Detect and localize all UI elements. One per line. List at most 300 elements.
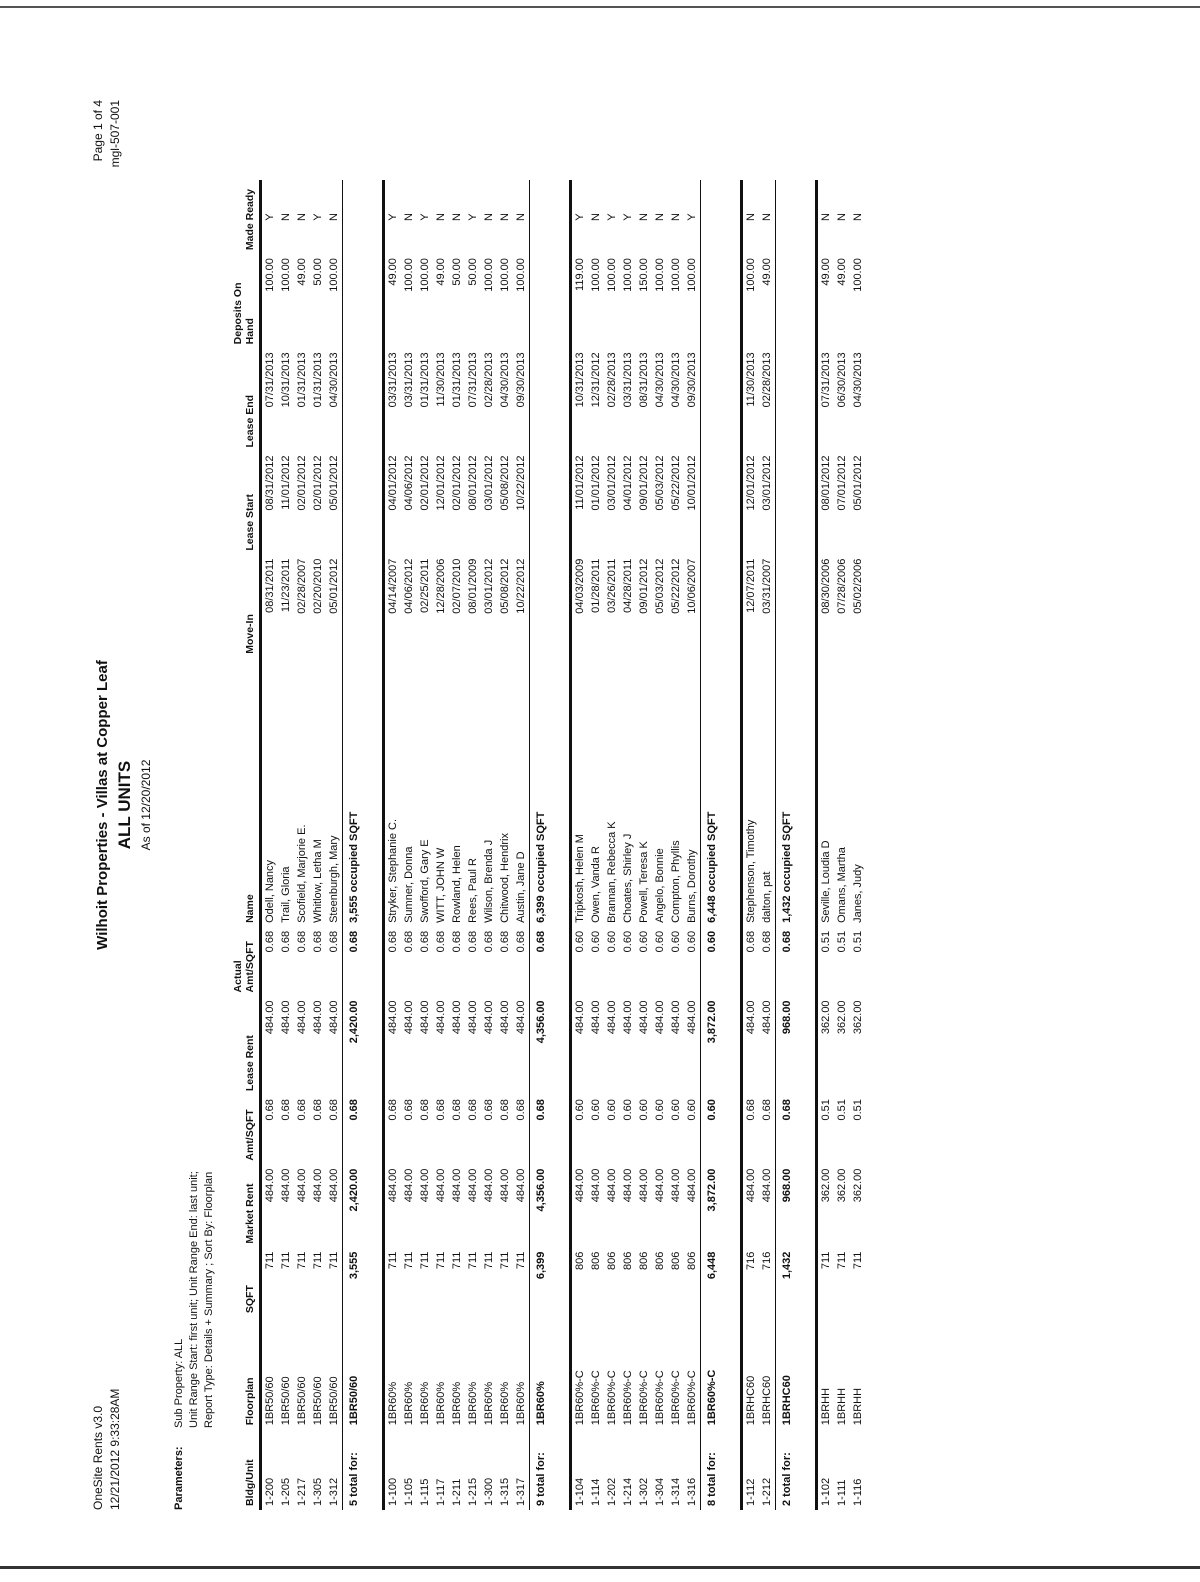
cell-sqft: 711 [852, 1251, 864, 1270]
cell-sqft: 711 [499, 1251, 511, 1270]
cell-deposits: 100.00 [499, 258, 511, 292]
cell-amt-sqft: 0.68 [451, 1099, 463, 1121]
cell-lease-end: 09/30/2013 [515, 352, 527, 408]
col-move-in: Move-In [230, 555, 261, 658]
cell-lease-end: 04/30/2013 [328, 352, 340, 408]
cell-actual-amt-sqft: 0.60 [574, 930, 586, 953]
cell-unit: 1-105 [403, 1477, 415, 1506]
cell-lease-end: 01/31/2013 [312, 352, 324, 408]
cell-actual-amt-sqft: 0.60 [686, 930, 698, 953]
total-amt-sqft: 0.60 [701, 1095, 721, 1165]
separator-cell [720, 180, 742, 1510]
table-row [294, 180, 310, 1510]
cell-made-ready: Y [312, 213, 324, 221]
cell-deposits: 119.00 [574, 258, 586, 291]
table-row [433, 180, 449, 1510]
separator-cell [549, 180, 571, 1510]
cell-move-in: 08/01/2009 [467, 558, 479, 614]
cell-market-rent: 484.00 [761, 1168, 773, 1203]
cell-made-ready: N [280, 213, 292, 222]
cell-market-rent: 484.00 [312, 1168, 324, 1203]
table-row [481, 180, 497, 1510]
table-row [513, 180, 530, 1510]
cell-name: Rowland, Helen [451, 845, 463, 923]
cell-market-rent: 484.00 [296, 1168, 308, 1203]
cell-market-rent: 484.00 [590, 1168, 602, 1203]
cell-market-rent: 484.00 [328, 1168, 340, 1203]
cell-move-in: 05/02/2006 [852, 558, 864, 614]
total-occupied-sqft: 3,555 occupied SQFT [343, 658, 363, 927]
group-separator [795, 180, 817, 1510]
cell-market-rent: 484.00 [574, 1168, 586, 1203]
cell-name: Choates, Shirley J [622, 833, 634, 923]
cell-amt-sqft: 0.68 [467, 1099, 479, 1121]
cell-market-rent: 484.00 [670, 1168, 682, 1203]
table-row [652, 180, 668, 1510]
cell-unit: 1-111 [836, 1479, 848, 1506]
cell-unit: 1-214 [622, 1477, 634, 1506]
total-label: 5 total for: [343, 1429, 363, 1510]
cell-floorplan: 1BR50/60 [312, 1376, 324, 1426]
cell-deposits: 100.00 [403, 258, 415, 292]
cell-amt-sqft: 0.68 [745, 1099, 757, 1121]
total-lease-rent: 968.00 [776, 996, 796, 1095]
cell-amt-sqft: 0.60 [670, 1099, 682, 1121]
cell-lease-start: 02/01/2012 [419, 455, 431, 511]
cell-name: Janes, Judy [852, 864, 864, 923]
total-empty-cell [343, 348, 363, 451]
cell-lease-rent: 484.00 [499, 1000, 511, 1035]
cell-unit: 1-200 [264, 1477, 276, 1506]
cell-made-ready: N [761, 213, 773, 222]
cell-unit: 1-211 [451, 1478, 463, 1506]
cell-lease-rent: 484.00 [403, 1000, 415, 1035]
group-total-row [530, 180, 550, 1510]
cell-lease-end: 07/31/2013 [467, 352, 479, 408]
cell-made-ready: N [403, 213, 415, 222]
cell-deposits: 49.00 [296, 258, 308, 286]
cell-actual-amt-sqft: 0.68 [483, 930, 495, 953]
total-lease-rent: 3,872.00 [701, 996, 721, 1095]
total-empty-cell [776, 348, 796, 451]
total-sqft: 6,399 [530, 1248, 550, 1318]
table-row [571, 180, 589, 1510]
cell-unit: 1-102 [820, 1477, 832, 1506]
cell-unit: 1-112 [745, 1478, 757, 1506]
cell-market-rent: 484.00 [451, 1168, 463, 1203]
cell-sqft: 806 [590, 1251, 602, 1270]
cell-amt-sqft: 0.60 [606, 1099, 618, 1121]
cell-name: Sumner, Donna [403, 846, 415, 923]
cell-deposits: 100.00 [328, 258, 340, 292]
cell-market-rent: 484.00 [467, 1168, 479, 1203]
cell-move-in: 03/26/2011 [606, 558, 618, 613]
cell-lease-rent: 484.00 [638, 1000, 650, 1035]
cell-lease-rent: 484.00 [296, 1000, 308, 1035]
cell-unit: 1-215 [467, 1477, 479, 1506]
cell-lease-rent: 484.00 [515, 1000, 527, 1035]
cell-actual-amt-sqft: 0.60 [590, 930, 602, 953]
cell-lease-start: 11/01/2012 [574, 455, 586, 510]
table-row [310, 180, 326, 1510]
cell-made-ready: N [515, 213, 527, 222]
cell-floorplan: 1BR60% [499, 1381, 511, 1426]
cell-market-rent: 484.00 [419, 1168, 431, 1203]
cell-lease-start: 04/01/2012 [622, 455, 634, 511]
total-empty-cell [530, 451, 550, 554]
units-table [230, 180, 874, 1510]
cell-deposits: 49.00 [435, 258, 447, 286]
cell-sqft: 716 [745, 1251, 757, 1270]
cell-lease-start: 12/01/2012 [435, 455, 447, 511]
total-empty-cell [530, 348, 550, 451]
cell-unit: 1-300 [483, 1477, 495, 1506]
cell-actual-amt-sqft: 0.68 [387, 930, 399, 953]
cell-floorplan: 1BRHH [852, 1387, 864, 1426]
total-floorplan: 1BR50/60 [343, 1317, 363, 1429]
cell-sqft: 806 [574, 1251, 586, 1270]
cell-lease-rent: 362.00 [852, 1000, 864, 1035]
total-actual-amt-sqft: 0.68 [530, 927, 550, 997]
col-lease-end: Lease End [230, 348, 261, 451]
total-market-rent: 968.00 [776, 1165, 796, 1248]
cell-amt-sqft: 0.60 [622, 1099, 634, 1121]
cell-lease-start: 02/01/2012 [296, 455, 308, 511]
report-code: mgl-507-001 [108, 100, 122, 168]
table-row [850, 180, 866, 1510]
cell-actual-amt-sqft: 0.68 [296, 930, 308, 953]
cell-sqft: 711 [403, 1251, 415, 1270]
cell-lease-rent: 484.00 [312, 1000, 324, 1035]
cell-lease-rent: 484.00 [328, 1000, 340, 1035]
cell-name: Compton, Phyllis [670, 840, 682, 923]
table-row [668, 180, 684, 1510]
cell-floorplan: 1BRHC60 [745, 1375, 757, 1426]
parameter-line: Report Type: Details + Summary ; Sort By: Floorplan [203, 1171, 215, 1428]
cell-lease-rent: 484.00 [686, 1000, 698, 1035]
cell-floorplan: 1BR60% [451, 1381, 463, 1426]
cell-made-ready: Y [606, 213, 618, 221]
cell-lease-end: 06/30/2013 [836, 352, 848, 408]
total-lease-rent: 2,420.00 [343, 996, 363, 1095]
col-lease-start: Lease Start [230, 451, 261, 554]
cell-actual-amt-sqft: 0.60 [670, 930, 682, 953]
cell-lease-end: 04/30/2013 [499, 352, 511, 408]
cell-actual-amt-sqft: 0.68 [435, 930, 447, 953]
cell-market-rent: 484.00 [483, 1168, 495, 1203]
table-row [604, 180, 620, 1510]
cell-deposits: 100.00 [745, 258, 757, 292]
report-header-center [94, 90, 153, 1520]
cell-lease-rent: 484.00 [761, 1000, 773, 1035]
cell-made-ready: N [296, 213, 308, 222]
table-row [401, 180, 417, 1510]
cell-move-in: 10/06/2007 [686, 558, 698, 614]
cell-lease-start: 08/31/2012 [264, 455, 276, 511]
cell-move-in: 03/01/2012 [483, 558, 495, 614]
cell-amt-sqft: 0.68 [328, 1099, 340, 1121]
cell-unit: 1-304 [654, 1477, 666, 1506]
cell-amt-sqft: 0.60 [590, 1099, 602, 1121]
total-empty-cell [343, 555, 363, 658]
cell-market-rent: 484.00 [435, 1168, 447, 1203]
cell-actual-amt-sqft: 0.68 [467, 930, 479, 953]
group-total-row [343, 180, 363, 1510]
cell-made-ready: N [745, 213, 757, 222]
scan-edge-top [0, 6, 1200, 8]
total-empty-cell [776, 180, 796, 254]
cell-amt-sqft: 0.68 [312, 1099, 324, 1121]
cell-lease-end: 07/31/2013 [820, 352, 832, 408]
cell-made-ready: Y [419, 213, 431, 221]
cell-lease-end: 09/30/2013 [686, 352, 698, 408]
cell-sqft: 711 [296, 1251, 308, 1270]
cell-floorplan: 1BR60% [419, 1381, 431, 1426]
group-separator [549, 180, 571, 1510]
cell-amt-sqft: 0.51 [836, 1099, 848, 1121]
cell-deposits: 100.00 [670, 258, 682, 292]
cell-name: Swofford, Gary E [419, 839, 431, 923]
cell-move-in: 04/28/2011 [622, 558, 634, 613]
cell-lease-start: 01/01/2012 [590, 455, 602, 511]
table-header [230, 180, 261, 1510]
cell-move-in: 01/28/2011 [590, 558, 602, 613]
cell-lease-start: 04/06/2012 [403, 455, 415, 511]
cell-sqft: 711 [312, 1251, 324, 1270]
table-row [759, 180, 776, 1510]
cell-made-ready: N [435, 213, 447, 222]
cell-sqft: 711 [328, 1251, 340, 1270]
cell-move-in: 04/14/2007 [387, 558, 399, 614]
cell-actual-amt-sqft: 0.60 [638, 930, 650, 953]
cell-lease-rent: 484.00 [483, 1000, 495, 1035]
cell-floorplan: 1BR60%-C [606, 1370, 618, 1426]
cell-lease-end: 04/30/2013 [654, 352, 666, 408]
cell-unit: 1-312 [328, 1477, 340, 1506]
cell-lease-rent: 484.00 [435, 1000, 447, 1035]
table-row [261, 180, 279, 1510]
cell-floorplan: 1BRHC60 [761, 1375, 773, 1426]
cell-sqft: 806 [622, 1251, 634, 1270]
cell-floorplan: 1BR50/60 [280, 1376, 292, 1426]
cell-made-ready: Y [264, 213, 276, 221]
cell-name: Whitlow, Letha M [312, 839, 324, 923]
cell-lease-rent: 484.00 [387, 1000, 399, 1035]
cell-move-in: 05/08/2012 [499, 558, 511, 614]
cell-deposits: 100.00 [622, 258, 634, 292]
total-occupied-sqft: 6,448 occupied SQFT [701, 658, 721, 927]
total-label: 9 total for: [530, 1429, 550, 1510]
cell-amt-sqft: 0.68 [515, 1099, 527, 1121]
cell-floorplan: 1BR50/60 [296, 1376, 308, 1426]
cell-move-in: 10/22/2012 [515, 558, 527, 614]
cell-unit: 1-114 [590, 1478, 602, 1506]
cell-unit: 1-100 [387, 1477, 399, 1506]
cell-actual-amt-sqft: 0.68 [499, 930, 511, 953]
cell-market-rent: 362.00 [820, 1168, 832, 1203]
cell-lease-start: 10/01/2012 [686, 455, 698, 511]
cell-move-in: 07/28/2006 [836, 558, 848, 614]
cell-actual-amt-sqft: 0.68 [280, 930, 292, 953]
col-deposits: Deposits On Hand [230, 254, 261, 348]
cell-sqft: 806 [654, 1251, 666, 1270]
cell-deposits: 100.00 [686, 258, 698, 292]
table-row [449, 180, 465, 1510]
cell-made-ready: Y [574, 213, 586, 221]
cell-lease-rent: 484.00 [451, 1000, 463, 1035]
total-empty-cell [343, 180, 363, 254]
col-market-rent: Market Rent [230, 1165, 261, 1248]
cell-lease-rent: 484.00 [467, 1000, 479, 1035]
cell-sqft: 711 [280, 1251, 292, 1270]
cell-lease-start: 03/01/2012 [483, 455, 495, 511]
cell-lease-end: 11/30/2013 [435, 352, 447, 407]
cell-lease-rent: 484.00 [264, 1000, 276, 1035]
cell-move-in: 03/31/2007 [761, 558, 773, 614]
cell-name: Stryker, Stephanie C. [387, 818, 399, 923]
cell-unit: 1-317 [515, 1477, 527, 1506]
table-row [465, 180, 481, 1510]
parameter-line: Unit Range Start: first unit; Unit Range End: last unit; [188, 1171, 200, 1428]
cell-sqft: 711 [467, 1251, 479, 1270]
cell-lease-start: 02/01/2012 [312, 455, 324, 511]
cell-deposits: 100.00 [419, 258, 431, 292]
table-row [684, 180, 701, 1510]
cell-lease-start: 03/01/2012 [606, 455, 618, 511]
cell-lease-end: 07/31/2013 [264, 352, 276, 408]
cell-lease-rent: 484.00 [654, 1000, 666, 1035]
parameters-label: Parameters: [173, 1446, 185, 1510]
cell-name: Austin, Jane D [515, 851, 527, 923]
group-separator [362, 180, 384, 1510]
cell-deposits: 49.00 [387, 258, 399, 286]
cell-name: Steenburgh, Mary [328, 835, 340, 923]
cell-sqft: 711 [820, 1251, 832, 1270]
cell-actual-amt-sqft: 0.51 [836, 930, 848, 953]
cell-made-ready: Y [387, 213, 399, 221]
total-actual-amt-sqft: 0.68 [343, 927, 363, 997]
cell-floorplan: 1BR60%-C [654, 1370, 666, 1426]
cell-lease-start: 07/01/2012 [836, 455, 848, 511]
cell-actual-amt-sqft: 0.68 [515, 930, 527, 953]
cell-lease-end: 10/31/2013 [574, 352, 586, 408]
cell-move-in: 05/01/2012 [328, 558, 340, 614]
cell-sqft: 711 [435, 1251, 447, 1270]
total-empty-cell [701, 555, 721, 658]
page-number: Page 1 of 4 [91, 100, 105, 162]
col-actual-amt-sqft: Actual Amt/SQFT [230, 927, 261, 997]
cell-lease-start: 08/01/2012 [820, 455, 832, 511]
cell-sqft: 711 [264, 1251, 276, 1270]
cell-market-rent: 484.00 [622, 1168, 634, 1203]
cell-unit: 1-314 [670, 1477, 682, 1506]
cell-deposits: 49.00 [761, 258, 773, 286]
report-header-right [90, 100, 124, 167]
cell-move-in: 12/28/2006 [435, 558, 447, 614]
cell-made-ready: N [499, 213, 511, 222]
cell-amt-sqft: 0.68 [403, 1099, 415, 1121]
cell-floorplan: 1BR60% [387, 1381, 399, 1426]
cell-lease-rent: 484.00 [574, 1000, 586, 1035]
total-empty-cell [530, 180, 550, 254]
cell-market-rent: 362.00 [852, 1168, 864, 1203]
cell-unit: 1-115 [419, 1478, 431, 1506]
cell-lease-start: 12/01/2012 [745, 455, 757, 511]
cell-sqft: 806 [686, 1251, 698, 1270]
cell-lease-end: 11/30/2013 [745, 352, 757, 407]
cell-amt-sqft: 0.68 [264, 1099, 276, 1121]
table-row [417, 180, 433, 1510]
cell-name: Rees, Paul R [467, 858, 479, 923]
parameter-line: Sub Property: ALL [173, 1338, 185, 1428]
cell-unit: 1-202 [606, 1477, 618, 1506]
cell-name: Burns, Dorothy [686, 849, 698, 923]
cell-name: dalton, pat [761, 871, 773, 923]
cell-sqft: 711 [451, 1251, 463, 1270]
total-floorplan: 1BRHC60 [776, 1317, 796, 1429]
cell-deposits: 49.00 [836, 258, 848, 286]
cell-move-in: 04/06/2012 [403, 558, 415, 614]
total-actual-amt-sqft: 0.60 [701, 927, 721, 997]
cell-name: Powell, Teresa K [638, 841, 650, 923]
cell-sqft: 711 [419, 1251, 431, 1270]
cell-move-in: 05/22/2012 [670, 558, 682, 614]
printed-timestamp: 12/21/2012 9:33:28AM [108, 1388, 122, 1510]
cell-lease-rent: 484.00 [745, 1000, 757, 1035]
cell-lease-rent: 484.00 [280, 1000, 292, 1035]
cell-deposits: 49.00 [820, 258, 832, 286]
cell-floorplan: 1BR60% [435, 1381, 447, 1426]
report-title: ALL UNITS [115, 760, 134, 850]
table-row [326, 180, 343, 1510]
total-label: 8 total for: [701, 1429, 721, 1510]
cell-floorplan: 1BR60%-C [670, 1370, 682, 1426]
group-separator [866, 180, 874, 1510]
cell-amt-sqft: 0.60 [574, 1099, 586, 1121]
cell-sqft: 711 [515, 1251, 527, 1270]
cell-floorplan: 1BR60% [403, 1381, 415, 1426]
cell-market-rent: 484.00 [403, 1168, 415, 1203]
total-occupied-sqft: 6,399 occupied SQFT [530, 658, 550, 927]
cell-lease-end: 01/31/2013 [419, 352, 431, 408]
cell-move-in: 02/07/2010 [451, 558, 463, 614]
cell-name: Scofield, Marjorie E. [296, 824, 308, 923]
cell-made-ready: N [328, 213, 340, 222]
cell-amt-sqft: 0.51 [820, 1099, 832, 1121]
total-amt-sqft: 0.68 [530, 1095, 550, 1165]
cell-lease-end: 04/30/2013 [670, 352, 682, 408]
cell-floorplan: 1BRHH [836, 1387, 848, 1426]
col-floorplan: Floorplan [230, 1317, 261, 1429]
total-sqft: 1,432 [776, 1248, 796, 1318]
cell-actual-amt-sqft: 0.68 [328, 930, 340, 953]
cell-amt-sqft: 0.68 [419, 1099, 431, 1121]
cell-amt-sqft: 0.68 [435, 1099, 447, 1121]
cell-made-ready: Y [467, 213, 479, 221]
cell-made-ready: N [852, 213, 864, 222]
cell-deposits: 50.00 [451, 258, 463, 286]
cell-actual-amt-sqft: 0.68 [745, 930, 757, 953]
cell-market-rent: 484.00 [606, 1168, 618, 1203]
cell-floorplan: 1BR60% [483, 1381, 495, 1426]
cell-sqft: 716 [761, 1251, 773, 1270]
total-empty-cell [776, 254, 796, 348]
separator-cell [795, 180, 817, 1510]
cell-market-rent: 484.00 [654, 1168, 666, 1203]
cell-name: Trail, Gloria [280, 866, 292, 923]
cell-amt-sqft: 0.60 [638, 1099, 650, 1121]
cell-amt-sqft: 0.68 [387, 1099, 399, 1121]
